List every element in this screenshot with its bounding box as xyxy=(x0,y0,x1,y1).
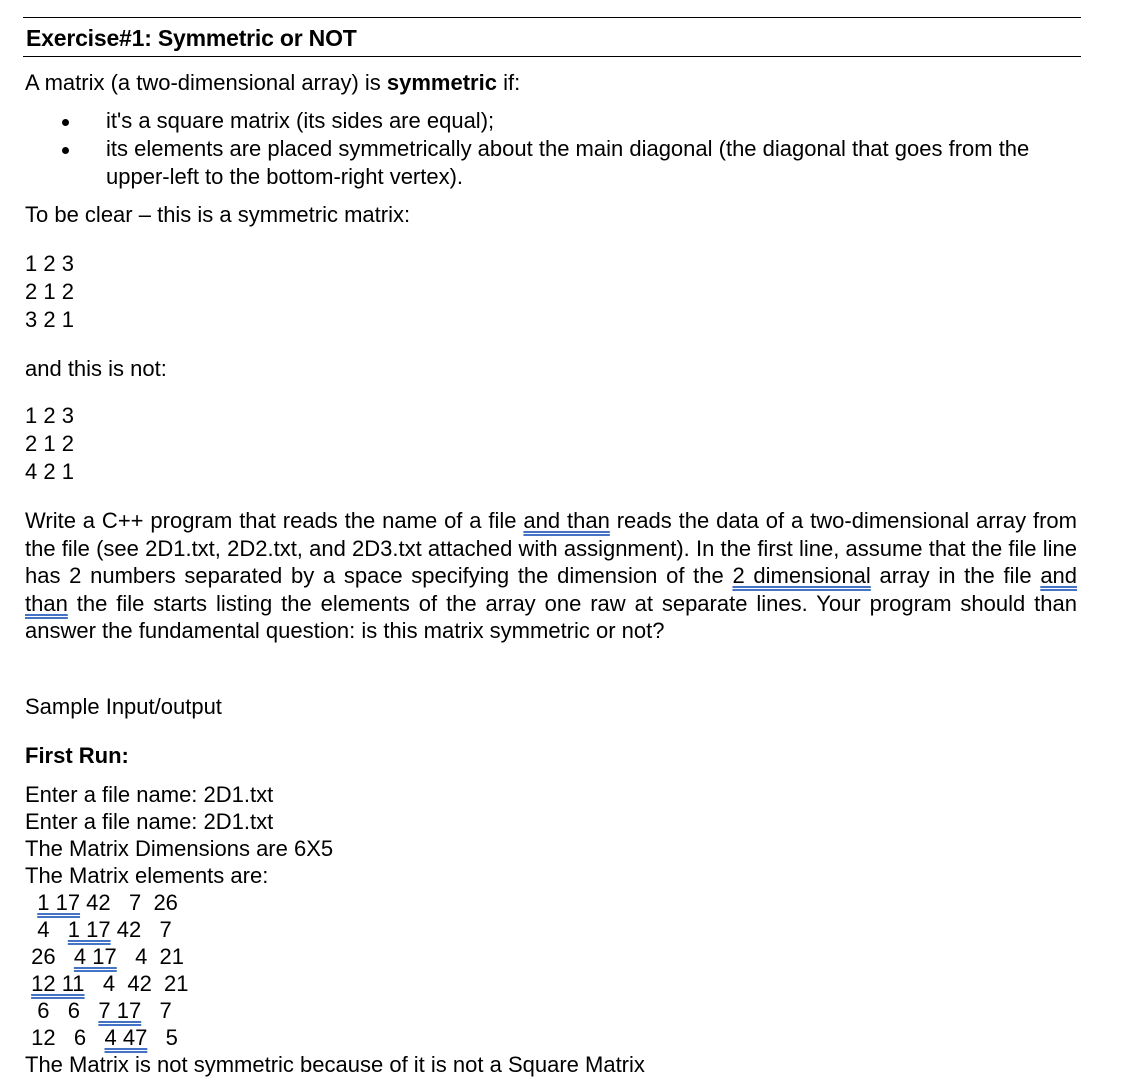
output-matrix-row xyxy=(25,970,645,997)
matrix-row: 2 1 2 xyxy=(25,279,74,304)
intro-after: if: xyxy=(496,70,521,95)
grammar-flag: 4 47 xyxy=(104,1025,148,1050)
bullet-dot-icon xyxy=(62,147,69,154)
intro-text xyxy=(25,69,520,97)
row-part xyxy=(25,890,37,915)
output-conclusion: The Matrix is not symmetric because of it is not a Square Matrix xyxy=(25,1052,645,1077)
matrix-row: 1 2 3 xyxy=(25,403,74,428)
bullet-list xyxy=(0,107,1080,191)
output-matrix-row xyxy=(25,916,645,943)
matrix-row: 1 2 3 xyxy=(25,251,74,276)
row-part: 42 7 xyxy=(110,917,172,942)
grammar-flag: 7 17 xyxy=(98,998,142,1023)
row-part: 4 42 21 xyxy=(84,971,189,996)
output-line: Enter a file name: 2D1.txt xyxy=(25,782,274,807)
matrix-row: 4 2 1 xyxy=(25,459,74,484)
matrix-row: 2 1 2 xyxy=(25,431,74,456)
output-matrix-row xyxy=(25,1024,645,1051)
output-line: Enter a file name: 2D1.txt xyxy=(25,809,274,834)
first-run-label: First Run: xyxy=(25,743,129,768)
nonsymmetric-matrix xyxy=(25,402,74,486)
output-matrix-row xyxy=(25,889,645,916)
clear-line: To be clear – this is a symmetric matrix: xyxy=(25,202,411,227)
intro-bold-term: symmetric xyxy=(386,70,497,95)
bullet-item xyxy=(0,135,1080,191)
exercise-title: Exercise#1: Symmetric or NOT xyxy=(26,25,357,51)
row-part: 4 21 xyxy=(116,944,185,969)
row-part: 6 6 xyxy=(25,998,99,1023)
row-part: 7 xyxy=(141,998,172,1023)
paragraph-text: array in the file xyxy=(870,563,1041,588)
task-paragraph xyxy=(25,507,1077,645)
not-line: and this is not: xyxy=(25,356,167,381)
title-rule xyxy=(23,56,1081,57)
sample-label: Sample Input/output xyxy=(25,694,222,719)
grammar-flag: 1 17 xyxy=(67,917,111,942)
row-part: 42 7 26 xyxy=(80,890,178,915)
row-part: 5 xyxy=(147,1025,178,1050)
grammar-flag: 2 dimensional xyxy=(732,563,871,588)
row-part: 26 xyxy=(25,944,74,969)
grammar-flag: 4 17 xyxy=(73,944,117,969)
grammar-flag: and than xyxy=(25,563,1078,616)
bullet-text: it's a square matrix (its sides are equal); xyxy=(106,108,495,133)
paragraph-text: Write a C++ program that reads the name of a file xyxy=(25,508,524,533)
grammar-flag: and than xyxy=(523,508,610,533)
row-part: 4 xyxy=(25,917,68,942)
output-matrix-row xyxy=(25,943,645,970)
paragraph-text: the file starts listing the elements of the array one raw at separate lines. Your program should than answer the fundamental question: is this matrix symmetric or not? xyxy=(25,590,1077,643)
grammar-flag: 1 17 xyxy=(37,890,81,915)
bullet-dot-icon xyxy=(62,119,69,126)
sample-output xyxy=(25,781,645,1078)
intro-before: A matrix (a two-dimensional array) is xyxy=(25,70,387,95)
row-part: 12 6 xyxy=(25,1025,105,1050)
grammar-flag: 12 11 xyxy=(31,971,85,996)
output-line: The Matrix Dimensions are 6X5 xyxy=(25,836,334,861)
symmetric-matrix xyxy=(25,250,74,334)
top-rule xyxy=(23,17,1081,18)
bullet-text: its elements are placed symmetrically about the main diagonal (the diagonal that goes from the upper-left to the bottom-right vertex). xyxy=(106,136,1030,189)
matrix-row: 3 2 1 xyxy=(25,307,74,332)
output-line: The Matrix elements are: xyxy=(25,863,269,888)
bullet-item xyxy=(0,107,1080,135)
paragraph-text: reads the data of a two-dimensional array from the file (see 2D1.txt, 2D2.txt, and 2D3.txt attached with assignment). In the first line, assume that the file line has 2 numbers separated by a space specifying the dimension of the xyxy=(25,508,1077,588)
output-matrix-row xyxy=(25,997,645,1024)
